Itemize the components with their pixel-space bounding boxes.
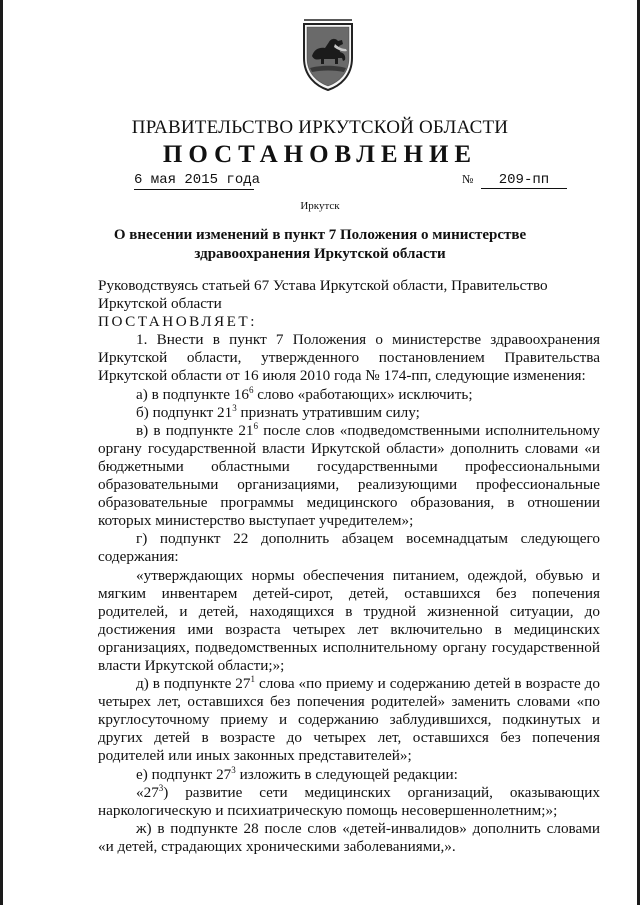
document-number-block	[462, 172, 567, 189]
preamble-line-1: Руководствуясь статьей 67 Устава Иркутской области, Правительство	[98, 277, 548, 294]
subparagraph-g-quote: «утверждающих нормы обеспечения питанием, одеждой, обувью и мягким инвентарем детей-сирот, детей, оставшихся без попечения родителей, и детей, находящихся в трудной жизненной ситуации, до достижения ими возраста четырех лет включительно в медицинских организациях, подведомственных исполнительному органу государственной власти Иркутской области;»;	[98, 566, 600, 674]
document-body	[98, 277, 600, 856]
document-date: 6 мая 2015 года	[134, 172, 261, 188]
irkutsk-coat-of-arms-icon	[298, 16, 358, 92]
title-line-2: здравоохранения Иркутской области	[194, 246, 446, 262]
subparagraph-zh: ж) в подпункте 28 после слов «детей-инвалидов» дополнить словами «и детей, страдающих хроническими заболеваниями,».	[98, 819, 600, 855]
subparagraph-v: в) в подпункте $21^6$ после слов «подведомственными исполнительному органу государственной власти Иркутской области» дополнить словами «и бюджетными областными государственными профессиональными образовательными организациями, реализующими профессиональные образовательные программы медицинского образования, в отношении которых министерство выступает учредителем»;	[98, 420, 600, 530]
document-title	[100, 226, 540, 264]
number-sign: №	[462, 172, 474, 186]
subparagraph-g: г) подпункт 22 дополнить абзацем восемнадцатым следующего содержания:	[98, 530, 600, 566]
organization-name: ПРАВИТЕЛЬСТВО ИРКУТСКОЙ ОБЛАСТИ	[131, 117, 509, 138]
document-number: 209-пп	[481, 172, 567, 189]
decree-word: ПОСТАНОВЛЯЕТ:	[98, 313, 257, 331]
subparagraph-a: а) в подпункте $16^6$ слово «работающих» исключить;	[136, 384, 473, 403]
subparagraph-e: е) подпункт $27^3$ изложить в следующей редакции:	[136, 764, 458, 783]
subparagraph-b: б) подпункт $21^3$ признать утратившим силу;	[136, 402, 420, 421]
subparagraph-d: д) в подпункте $27^1$ слова «по приему и содержанию детей в возрасте до четырех лет, оставшихся без попечения родителей» заменить словами «по круглосуточному приему и содержанию заблудившихся, подкинутых и других детей в возрасте до четырех лет, оставшихся без попечения родителей или иных законных представителей»;	[98, 674, 600, 765]
title-line-1: О внесении изменений в пункт 7 Положения о министерстве	[113, 227, 527, 243]
paragraph-1: 1. Внести в пункт 7 Положения о министерстве здравоохранения Иркутской области, утвержденного постановлением Правительства Иркутской области от 16 июля 2010 года № 174-пп, следующие изменения:	[98, 331, 600, 385]
document-city: Иркутск	[300, 200, 340, 212]
subparagraph-e-quote: «$27^3$) развитие сети медицинских организаций, оказывающих наркологическую и психиатрическую помощь несовершеннолетним;»;	[98, 782, 600, 819]
preamble-line-2: Иркутской области	[98, 295, 222, 313]
document-type: ПОСТАНОВЛЕНИЕ	[162, 141, 478, 168]
